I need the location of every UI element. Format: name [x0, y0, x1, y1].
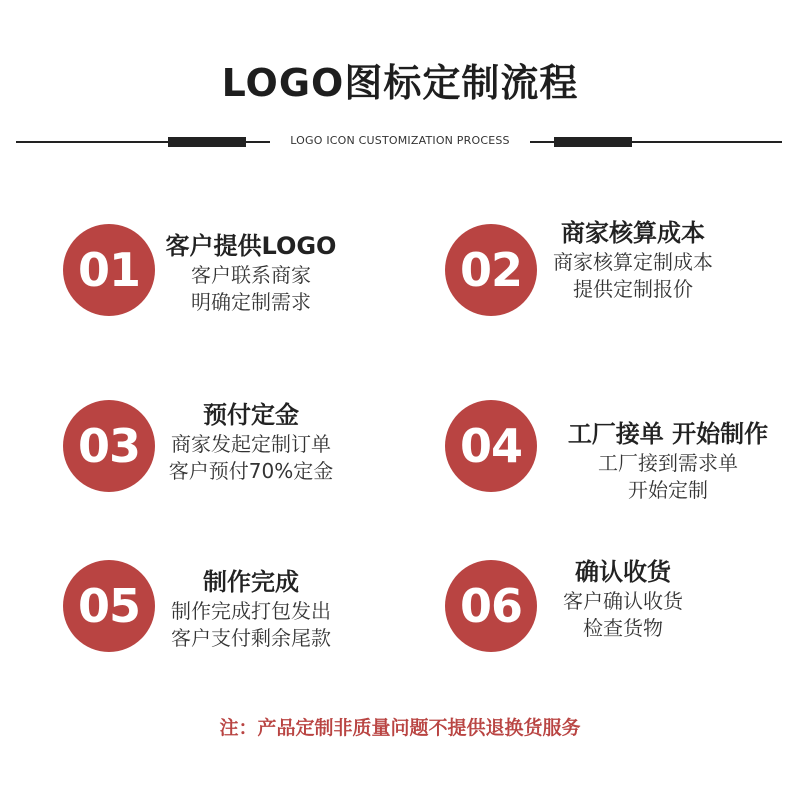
step-number-badge: 05	[63, 560, 155, 652]
step-text	[543, 556, 703, 642]
step-line: 客户预付70%定金	[168, 459, 334, 483]
step-heading: 确认收货	[575, 558, 671, 586]
step-number-badge: 02	[445, 224, 537, 316]
step-line: 商家核算定制成本	[553, 250, 713, 274]
step-text	[161, 566, 341, 652]
step-06	[445, 560, 800, 660]
step-text	[557, 418, 779, 504]
page-subtitle: LOGO ICON CUSTOMIZATION PROCESS	[270, 134, 530, 147]
step-line: 客户支付剩余尾款	[171, 626, 331, 650]
step-heading: 预付定金	[203, 401, 299, 429]
page-title: LOGO图标定制流程	[221, 61, 579, 105]
step-heading: 商家核算成本	[561, 219, 705, 247]
step-01	[63, 224, 443, 324]
step-number-badge: 01	[63, 224, 155, 316]
step-line: 商家发起定制订单	[171, 432, 331, 456]
divider-left-bar	[168, 137, 246, 147]
step-text	[543, 217, 723, 303]
step-number-badge: 03	[63, 400, 155, 492]
step-line: 制作完成打包发出	[171, 599, 331, 623]
footer-note: 注：产品定制非质量问题不提供退换货服务	[219, 717, 581, 739]
step-line: 客户联系商家	[191, 263, 311, 287]
step-number-badge: 06	[445, 560, 537, 652]
step-text	[161, 230, 341, 316]
step-line: 客户确认收货	[563, 589, 683, 613]
divider-right-bar	[554, 137, 632, 147]
step-line: 开始定制	[628, 478, 708, 502]
step-text	[161, 399, 341, 485]
step-03	[63, 400, 443, 500]
step-line: 提供定制报价	[573, 277, 693, 301]
step-04	[445, 400, 800, 500]
step-line: 检查货物	[583, 616, 663, 640]
step-05	[63, 560, 443, 660]
step-line: 明确定制需求	[191, 290, 311, 314]
step-number-badge: 04	[445, 400, 537, 492]
step-line: 工厂接到需求单	[598, 451, 738, 475]
step-02	[445, 219, 800, 324]
step-heading: 制作完成	[203, 568, 299, 596]
step-heading: 工厂接单 开始制作	[567, 420, 769, 448]
step-heading: 客户提供LOGO	[165, 232, 337, 260]
